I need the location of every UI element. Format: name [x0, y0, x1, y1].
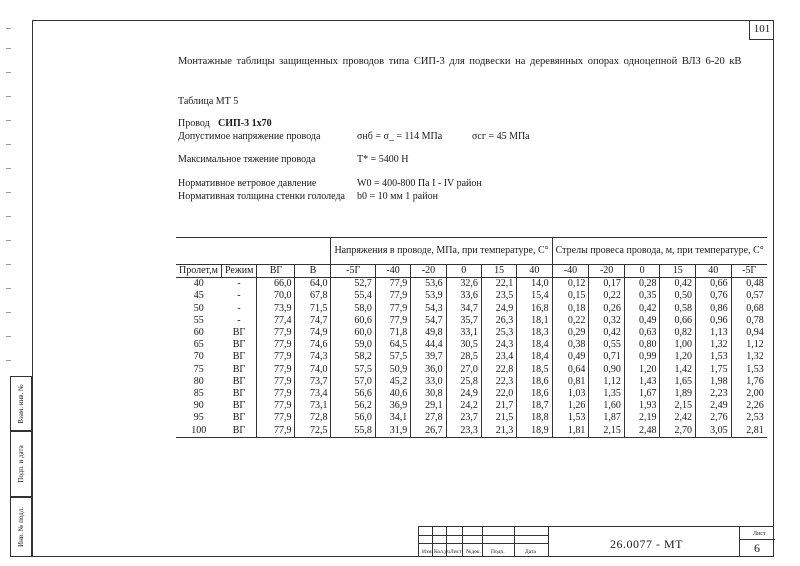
table-row — [176, 290, 767, 302]
table-cell: 70,0 — [257, 290, 295, 302]
table-cell: 25,8 — [446, 376, 481, 388]
table-cell: 52,7 — [331, 278, 375, 291]
table-cell: 0,99 — [624, 351, 660, 363]
table-cell: 2,00 — [731, 388, 767, 400]
table-cell: 1,65 — [660, 376, 696, 388]
table-cell: 33,6 — [446, 290, 481, 302]
table-cell: 1,20 — [660, 351, 696, 363]
table-cell: 60,6 — [331, 315, 375, 327]
table-cell: 67,8 — [295, 290, 331, 302]
table-cell: 18,8 — [517, 412, 552, 424]
table-cell: 64,0 — [295, 278, 331, 291]
table-cell: 73,7 — [295, 376, 331, 388]
table-cell: 26,3 — [481, 315, 516, 327]
table-cell: 70 — [193, 351, 204, 363]
max-tension-label: Максимальное тяжение провода — [178, 154, 316, 165]
table-row — [176, 388, 767, 400]
binding-strip — [10, 376, 32, 557]
table-cell: 33,1 — [446, 327, 481, 339]
table-cell: 1,26 — [552, 400, 589, 412]
table-row — [176, 400, 767, 412]
table-cell: 30,5 — [446, 339, 481, 351]
table-cell: 77,9 — [257, 376, 295, 388]
table-cell: 21,3 — [481, 424, 516, 437]
table-cell: 2,81 — [731, 424, 767, 437]
mounting-table — [176, 237, 767, 438]
table-cell: 64,5 — [375, 339, 410, 351]
allowed-stress-value2: σсг = 45 МПа — [472, 131, 530, 142]
column-header: 40 — [696, 265, 732, 278]
table-cell: 0,96 — [696, 315, 732, 327]
table-cell: 27,0 — [446, 364, 481, 376]
table-cell: - — [237, 278, 241, 290]
table-cell: 71,8 — [375, 327, 410, 339]
table-cell: 1,53 — [552, 412, 589, 424]
table-cell: 39,7 — [411, 351, 446, 363]
table-cell: 0,26 — [589, 303, 625, 315]
table-cell: 2,15 — [589, 424, 625, 437]
table-cell: 77,9 — [257, 412, 295, 424]
table-cell: 26,7 — [411, 424, 446, 437]
table-cell: 53,9 — [411, 290, 446, 302]
stamp-col-count: Кол.уч — [434, 549, 450, 555]
table-cell: ВГ — [232, 387, 246, 399]
table-cell: 80 — [193, 375, 204, 387]
table-cell: 0,50 — [660, 290, 696, 302]
table-cell: 30,8 — [411, 388, 446, 400]
table-cell: 0,28 — [624, 278, 660, 291]
table-cell: 77,9 — [257, 364, 295, 376]
table-cell: 1,03 — [552, 388, 589, 400]
table-name: Таблица МТ 5 — [178, 96, 239, 107]
table-cell: 77,9 — [375, 303, 410, 315]
table-cell: 2,70 — [660, 424, 696, 437]
table-cell: 1,20 — [624, 364, 660, 376]
sheet-number: 101 — [749, 20, 774, 40]
strip-cell-inventory: Инв. № подл. — [10, 497, 32, 557]
table-cell: 74,9 — [295, 327, 331, 339]
table-cell: 0,29 — [552, 327, 589, 339]
table-cell: 0,15 — [552, 290, 589, 302]
table-cell: 25,3 — [481, 327, 516, 339]
table-cell: 34,7 — [446, 303, 481, 315]
table-cell: ВГ — [232, 412, 246, 424]
table-cell: 24,9 — [481, 303, 516, 315]
table-cell: 1,12 — [731, 339, 767, 351]
table-cell: 0,58 — [660, 303, 696, 315]
table-row — [176, 327, 767, 339]
table-cell: 0,81 — [552, 376, 589, 388]
table-cell: 57,5 — [331, 364, 375, 376]
table-cell: ВГ — [232, 339, 246, 351]
column-header: 40 — [517, 265, 552, 278]
table-cell: 72,5 — [295, 424, 331, 437]
table-cell: 1,12 — [589, 376, 625, 388]
table-cell: 1,75 — [696, 364, 732, 376]
strip-cell-replace: Взам. инв. № — [10, 376, 32, 431]
table-cell: - — [237, 302, 241, 314]
table-cell: 22,3 — [481, 376, 516, 388]
document-code: 26.0077 - МТ — [610, 537, 683, 551]
table-cell: 45,2 — [375, 376, 410, 388]
table-cell: 18,7 — [517, 400, 552, 412]
table-cell: 54,3 — [411, 303, 446, 315]
table-cell: ВГ — [232, 375, 246, 387]
column-header: Режим — [221, 265, 256, 278]
table-cell: 1,93 — [624, 400, 660, 412]
allowed-stress-label: Допустимое напряжение провода — [178, 131, 321, 142]
wind-label: Нормативное ветровое давление — [178, 178, 317, 189]
table-cell: 60 — [193, 327, 204, 339]
table-cell: 0,71 — [589, 351, 625, 363]
table-cell: 0,66 — [696, 278, 732, 291]
table-cell: 0,32 — [589, 315, 625, 327]
wire-value: СИП-3 1х70 — [218, 118, 272, 129]
column-header: -5Г — [331, 265, 375, 278]
table-cell: 0,48 — [731, 278, 767, 291]
table-cell: 73,4 — [295, 388, 331, 400]
table-cell: 55,8 — [331, 424, 375, 437]
table-cell: 75 — [193, 363, 204, 375]
table-cell: 54,7 — [411, 315, 446, 327]
table-cell: 55,4 — [331, 290, 375, 302]
table-cell: 0,94 — [731, 327, 767, 339]
table-cell: 45 — [193, 290, 204, 302]
table-cell: 49,8 — [411, 327, 446, 339]
table-cell: 0,80 — [624, 339, 660, 351]
table-row — [176, 339, 767, 351]
table-cell: 1,53 — [731, 364, 767, 376]
column-header: ВГ — [257, 265, 295, 278]
table-cell: 36,0 — [411, 364, 446, 376]
table-cell: 73,1 — [295, 400, 331, 412]
table-cell: 35,7 — [446, 315, 481, 327]
column-header: -40 — [375, 265, 410, 278]
table-cell: 15,4 — [517, 290, 552, 302]
table-cell: 40 — [193, 278, 204, 290]
table-cell: 65 — [193, 339, 204, 351]
table-cell: 44,4 — [411, 339, 446, 351]
table-cell: 1,53 — [696, 351, 732, 363]
column-header: В — [295, 265, 331, 278]
table-row — [176, 376, 767, 388]
stamp-col-doc: №док. — [466, 549, 481, 555]
table-cell: 53,6 — [411, 278, 446, 291]
table-cell: 77,4 — [257, 315, 295, 327]
table-cell: 0,35 — [624, 290, 660, 302]
table-cell: 1,87 — [589, 412, 625, 424]
table-cell: 58,2 — [331, 351, 375, 363]
table-cell: 27,8 — [411, 412, 446, 424]
table-cell: 0,64 — [552, 364, 589, 376]
table-cell: 58,0 — [331, 303, 375, 315]
table-cell: - — [237, 290, 241, 302]
table-cell: 77,9 — [375, 290, 410, 302]
table-cell: 18,6 — [517, 388, 552, 400]
table-cell: - — [237, 314, 241, 326]
table-cell: 50 — [193, 302, 204, 314]
table-cell: 23,3 — [446, 424, 481, 437]
table-cell: 24,9 — [446, 388, 481, 400]
table-cell: 100 — [176, 424, 221, 437]
table-cell: 40,6 — [375, 388, 410, 400]
table-cell: 90 — [193, 400, 204, 412]
stamp-col-sign: Подп. — [491, 549, 505, 555]
table-cell: 0,42 — [589, 327, 625, 339]
table-cell: 74,0 — [295, 364, 331, 376]
table-cell: 23,7 — [446, 412, 481, 424]
table-cell: 95 — [193, 412, 204, 424]
table-cell: 85 — [193, 387, 204, 399]
table-cell: 57,5 — [375, 351, 410, 363]
table-cell: 0,42 — [660, 278, 696, 291]
table-cell: 21,7 — [481, 400, 516, 412]
table-cell: 1,42 — [660, 364, 696, 376]
table-cell: 0,42 — [624, 303, 660, 315]
table-cell: 36,9 — [375, 400, 410, 412]
table-header-groups — [176, 238, 767, 265]
table-cell: 0,12 — [552, 278, 589, 291]
stamp-col-sheet: Лист — [450, 549, 462, 555]
table-cell: 0,78 — [731, 315, 767, 327]
table-cell: 28,5 — [446, 351, 481, 363]
table-cell: 1,32 — [731, 351, 767, 363]
table-cell: ВГ — [232, 363, 246, 375]
table-cell: 18,4 — [517, 339, 552, 351]
table-cell: 23,5 — [481, 290, 516, 302]
table-cell: 56,0 — [331, 412, 375, 424]
table-cell: 0,18 — [552, 303, 589, 315]
table-cell: 1,32 — [696, 339, 732, 351]
stamp-col-date: Дата — [525, 549, 536, 555]
table-cell: 2,53 — [731, 412, 767, 424]
column-header: 0 — [446, 265, 481, 278]
table-cell: 18,3 — [517, 327, 552, 339]
table-cell: 18,5 — [517, 364, 552, 376]
table-row — [176, 303, 767, 315]
table-cell: 14,0 — [517, 278, 552, 291]
table-cell: 55 — [193, 314, 204, 326]
table-cell: 0,86 — [696, 303, 732, 315]
table-row — [176, 315, 767, 327]
table-cell: 77,9 — [257, 424, 295, 437]
table-cell: ВГ — [232, 351, 246, 363]
table-cell: 57,0 — [331, 376, 375, 388]
table-cell: 22,1 — [481, 278, 516, 291]
column-header: 0 — [624, 265, 660, 278]
table-cell: 1,89 — [660, 388, 696, 400]
table-cell: 31,9 — [375, 424, 410, 437]
table-cell: 1,67 — [624, 388, 660, 400]
table-cell: 73,9 — [257, 303, 295, 315]
table-cell: 1,76 — [731, 376, 767, 388]
strip-cell-sign-date: Подп. и дата — [10, 431, 32, 497]
column-header: -20 — [589, 265, 625, 278]
stamp-col-change: Изм. — [422, 549, 433, 555]
table-cell: 18,6 — [517, 376, 552, 388]
table-cell: 1,60 — [589, 400, 625, 412]
table-cell: 0,22 — [589, 290, 625, 302]
column-header: -40 — [552, 265, 589, 278]
column-header: 15 — [481, 265, 516, 278]
table-cell: 18,1 — [517, 315, 552, 327]
column-header: Пролет,м — [176, 265, 221, 278]
page-title: Монтажные таблицы защищенных проводов типа СИП-3 для подвески на деревянных опорах одноцепной ВЛЗ 6-20 кВ — [178, 56, 742, 67]
table-cell: 1,98 — [696, 376, 732, 388]
table-cell: 22,8 — [481, 364, 516, 376]
table-cell: 32,6 — [446, 278, 481, 291]
table-cell: 74,6 — [295, 339, 331, 351]
table-cell: 0,49 — [624, 315, 660, 327]
table-cell: 56,6 — [331, 388, 375, 400]
ice-value: b0 = 10 мм 1 район — [357, 191, 438, 202]
column-header: 15 — [660, 265, 696, 278]
table-cell: 34,1 — [375, 412, 410, 424]
table-cell: 72,8 — [295, 412, 331, 424]
table-row — [176, 364, 767, 376]
column-header: -5Г — [731, 265, 767, 278]
table-cell: 77,9 — [257, 327, 295, 339]
table-cell: 77,9 — [257, 351, 295, 363]
table-cell: 24,2 — [446, 400, 481, 412]
table-cell: 18,4 — [517, 351, 552, 363]
table-cell: 1,43 — [624, 376, 660, 388]
table-cell: 0,57 — [731, 290, 767, 302]
table-body — [176, 278, 767, 437]
table-cell: 23,4 — [481, 351, 516, 363]
table-cell: 0,90 — [589, 364, 625, 376]
table-cell: 21,5 — [481, 412, 516, 424]
table-cell: 74,7 — [295, 315, 331, 327]
table-cell: 2,19 — [624, 412, 660, 424]
table-cell: 66,0 — [257, 278, 295, 291]
table-cell: 24,3 — [481, 339, 516, 351]
table-cell: 0,55 — [589, 339, 625, 351]
table-cell: 2,48 — [624, 424, 660, 437]
table-cell: 50,9 — [375, 364, 410, 376]
table-cell: 1,35 — [589, 388, 625, 400]
table-cell: ВГ — [221, 424, 256, 437]
table-cell: 1,13 — [696, 327, 732, 339]
table-cell: 59,0 — [331, 339, 375, 351]
table-cell: 77,9 — [375, 278, 410, 291]
table-column-headers — [176, 265, 767, 278]
table-row — [176, 424, 767, 437]
table-cell: 0,49 — [552, 351, 589, 363]
table-cell: 0,82 — [660, 327, 696, 339]
sheet-label: Лист — [753, 531, 766, 537]
table-cell: 2,42 — [660, 412, 696, 424]
table-cell: 77,9 — [257, 400, 295, 412]
sheet-value: 6 — [754, 541, 760, 555]
ice-label: Нормативная толщина стенки гололеда — [178, 191, 345, 202]
table-cell: 0,22 — [552, 315, 589, 327]
table-cell: 60,0 — [331, 327, 375, 339]
table-cell: 0,66 — [660, 315, 696, 327]
wire-label: Провод — [178, 118, 210, 129]
table-cell: 71,5 — [295, 303, 331, 315]
table-cell: ВГ — [232, 400, 246, 412]
table-cell: 2,15 — [660, 400, 696, 412]
column-header: -20 — [411, 265, 446, 278]
table-cell: 0,38 — [552, 339, 589, 351]
table-cell: 1,81 — [552, 424, 589, 437]
table-cell: 18,9 — [517, 424, 552, 437]
table-cell: 1,00 — [660, 339, 696, 351]
table-row — [176, 412, 767, 424]
stress-header: Напряжения в проводе, МПа, при температуре, С° — [331, 238, 552, 265]
table-cell: ВГ — [232, 327, 246, 339]
table-cell: 0,68 — [731, 303, 767, 315]
table-cell: 0,76 — [696, 290, 732, 302]
table-cell: 77,9 — [257, 388, 295, 400]
table-cell: 16,8 — [517, 303, 552, 315]
table-row — [176, 278, 767, 291]
table-cell: 2,76 — [696, 412, 732, 424]
table-cell: 74,3 — [295, 351, 331, 363]
table-cell: 2,26 — [731, 400, 767, 412]
table-row — [176, 351, 767, 363]
table-cell: 56,2 — [331, 400, 375, 412]
table-cell: 2,49 — [696, 400, 732, 412]
sag-header: Стрелы провеса провода, м, при температуре, С° — [552, 238, 767, 265]
table-cell: 3,05 — [696, 424, 732, 437]
max-tension-value: T* = 5400 Н — [357, 154, 409, 165]
table-cell: 0,17 — [589, 278, 625, 291]
title-block — [418, 526, 774, 557]
table-cell: 33,0 — [411, 376, 446, 388]
table-cell: 2,23 — [696, 388, 732, 400]
table-cell: 77,9 — [257, 339, 295, 351]
allowed-stress-value: σнб = σ_ = 114 МПа — [357, 131, 443, 142]
table-cell: 22,0 — [481, 388, 516, 400]
table-cell: 0,63 — [624, 327, 660, 339]
wind-value: W0 = 400-800 Па I - IV район — [357, 178, 482, 189]
table-cell: 29,1 — [411, 400, 446, 412]
binding-ticks — [6, 28, 12, 368]
table-cell: 77,9 — [375, 315, 410, 327]
